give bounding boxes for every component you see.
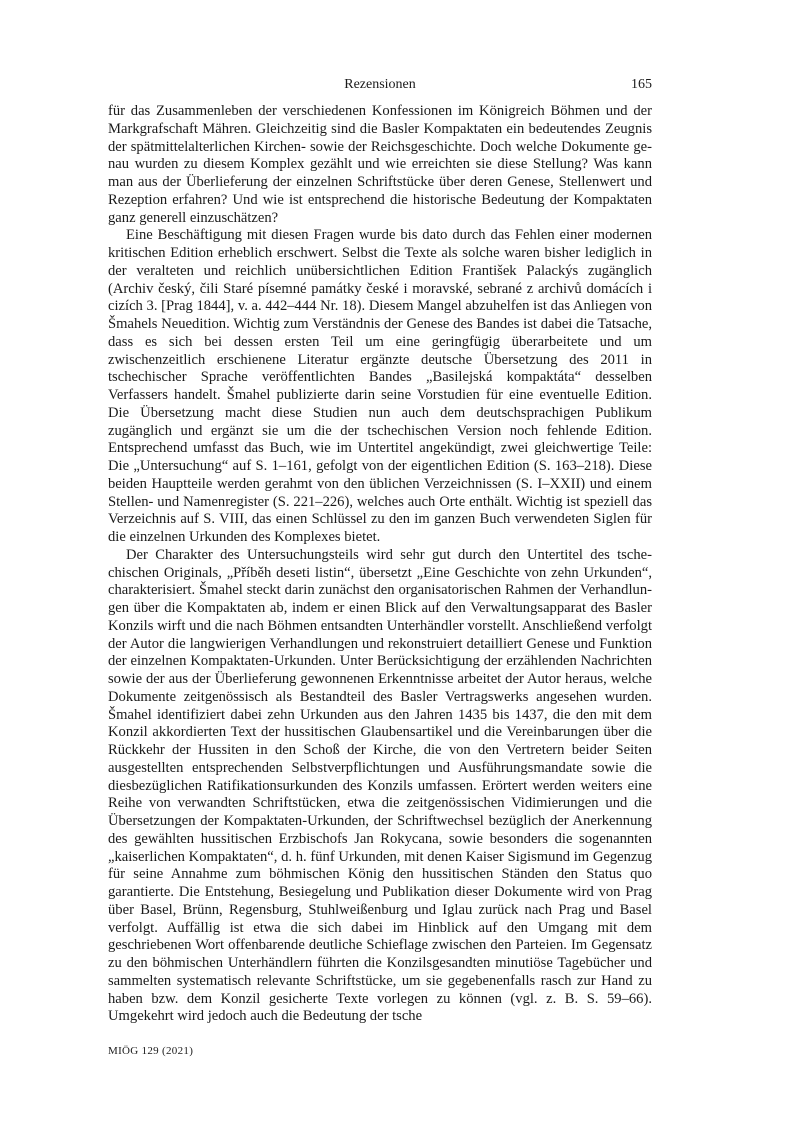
running-title: Rezensionen bbox=[344, 77, 416, 92]
journal-footer: MIÖG 129 (2021) bbox=[108, 1045, 194, 1057]
paragraph-1: für das Zusammenleben der verschiedenen Konfessionen im Königreich Böhmen und der Markgrafschaft Mähren. Gleichzeitig sind die Basler Kompaktaten ein bedeutendes Zeugnis der spätmittelalterlichen Kirchen- sowie der Reichsgeschichte. Doch welche Dokumente genau wurden zu diesem Komplex gezählt und wie erreichten sie diese Stellung? Was kann man aus der Überlieferung der einzelnen Schriftstücke über deren Genese, Stellenwert und Rezeption erfahren? Und wie ist entsprechend die historische Bedeutung der Kompaktaten ganz generell einzuschätzen? bbox=[108, 103, 652, 226]
paragraph-2: Eine Beschäftigung mit diesen Fragen wurde bis dato durch das Fehlen einer modernen kritischen Edition erheblich erschwert. Selbst die Texte als solche waren bisher lediglich in der veralteten und reichlich unübersichtlichen Edition František Palackýs zugänglich (Archiv český, čili Staré písemné památky české i moravské, sebrané z archivů domácích i cizích 3. [Prag 1844], v. a. 442–444 Nr. 18). Diesem Mangel abzuhelfen ist das Anliegen von Šmahels Neuedition. Wichtig zum Verständnis der Genese des Bandes ist dabei die Tatsache, dass es sich bei dessen ersten Teil um eine geringfügig überarbeitete und um zwischenzeitlich erschienene Literatur ergänzte deutsche Übersetzung des 2011 in tschechischer Sprache veröffentlichten Bandes „Basilejská kompaktáta“ desselben Verfassers handelt. Šmahel publizierte darin seine Vorstudien für eine eventuelle Edition. Die Übersetzung macht diese Studien nun auch dem deutschsprachigen Publikum zugänglich und ergänzt sie um die der tschechischen Version noch fehlende Edition. Entsprechend umfasst das Buch, wie im Untertitel angekündigt, zwei gleichwertige Teile: Die „Untersuchung“ auf S. 1–161, gefolgt von der eigentlichen Edition (S. 163–218). Diese beiden Hauptteile werden gerahmt von den üblichen Verzeichnissen (S. I–XXII) und einem Stellen- und Namenregister (S. 221–226), welches auch Orte enthält. Wichtig ist speziell das Verzeichnis auf S. VIII, das einen Schlüssel zu den im ganzen Buch verwendeten Siglen für die einzelnen Urkunden des Komplexes bietet. bbox=[108, 227, 652, 545]
page-header bbox=[108, 77, 652, 97]
page-number: 165 bbox=[631, 77, 652, 92]
body-text bbox=[108, 103, 652, 1026]
paragraph-3: Der Charakter des Untersuchungsteils wird sehr gut durch den Untertitel des tschechischen Originals, „Příběh deseti listin“, übersetzt „Eine Geschichte von zehn Urkunden“, charakterisiert. Šmahel steckt darin zunächst den organisatorischen Rahmen der Verhandlungen über die Kompaktaten ab, indem er einen Blick auf den Verwaltungsapparat des Basler Konzils wirft und die nach Böhmen entsandten Unterhändler vorstellt. Anschließend verfolgt der Autor die langwierigen Verhandlungen und rekonstruiert detailliert Genese und Funktion der einzelnen Kompaktaten-Urkunden. Unter Berücksichtigung der erzählenden Nachrichten sowie der aus der Überlieferung gewonnenen Erkenntnisse arbeitet der Autor heraus, welche Dokumente zeitgenössisch als Bestandteil des Basler Vertragswerks angesehen wurden. Šmahel identifiziert dabei zehn Urkunden aus den Jahren 1435 bis 1437, die den mit dem Konzil akkordierten Text der hussitischen Glaubensartikel und die Vereinbarungen über die Rückkehr der Hussiten in den Schoß der Kirche, die von den Vertretern beider Seiten ausgestellten entsprechenden Selbstverpflichtungen und Ausführungsmandate sowie die diesbezüglichen Ratifikationsurkunden des Konzils umfassen. Erörtert werden weiters eine Reihe von verwandten Schriftstücken, etwa die zeitgenössischen Vidimierungen und die Übersetzungen der Kompaktaten-Urkunden, der Schriftwechsel bezüglich der Anerkennung des gewählten hussitischen Erzbischofs Jan Rokycana, sowie besonders die sogenannten „kaiserlichen Kompaktaten“, d. h. fünf Urkunden, mit denen Kaiser Sigismund im Gegenzug für seine Annahme zum böhmischen König den hussitischen Ständen den Status quo garantierte. Die Entstehung, Besiegelung und Publikation dieser Dokumente wird von Prag über Basel, Brünn, Regensburg, Stuhlweißenburg und Iglau zurück nach Prag und Basel verfolgt. Auffällig ist etwa die sich dabei im Hinblick auf den Umgang mit dem geschriebenen Wort offenbarende deutliche Schieflage zwischen den Parteien. Im Gegensatz zu den böhmischen Unterhändlern führten die Konzilsgesandten minutiöse Tagebücher und sammelten systematisch relevante Schriftstücke, um sie gegebenenfalls rasch zur Hand zu haben bzw. dem Konzil gesicherte Texte vorlegen zu können (vgl. z. B. S. 59–66). Umgekehrt wird jedoch auch die Bedeutung der tsche bbox=[108, 546, 652, 1025]
